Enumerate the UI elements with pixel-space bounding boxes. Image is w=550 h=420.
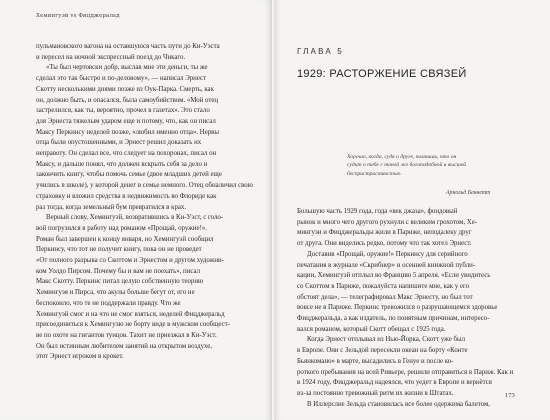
text-line: учились в школе), у которой денег в семье немного. Отец обналичил свою — [36, 182, 253, 190]
text-line: «Ты был чертовски добр, выслав мне эти деньги, ты же — [46, 64, 208, 72]
text-line: этот Эрнест игроком в крокет. — [36, 353, 124, 361]
text-line: Фицджеральда, а как издатель, по понятным причинам, интересо- — [297, 315, 490, 323]
epigraph — [347, 153, 529, 178]
text-line: Хемингуэй смог и на что не смог взяться, неделей Фицджеральд — [36, 310, 225, 318]
text-line: вой погрузился в работу над романом «Прощай, оружие!». — [36, 224, 207, 232]
text-line: в 1924 году, Фицджеральд надеялся, что уедет в Европе и вернётся — [297, 379, 492, 387]
right-paragraph-1 — [297, 207, 523, 250]
text-line: присоединиться к Хемингуэю не борту виде в мужском сообщест- — [36, 321, 230, 329]
text-line: вался романом, который Скотт обещал с 1925 года. — [297, 325, 446, 333]
epigraph-line: беспристрастностью. — [347, 170, 402, 177]
text-line: Роман был завершен к концу января, но Хемингуэй сообщил — [36, 235, 214, 243]
text-line: Когда Эрнест отплывал из Нью-Йорка, Скотт уже был — [307, 336, 466, 344]
text-line: Макс Скотту. Перкинс питал целую собственную теорию — [36, 278, 204, 286]
text-line: страховку и вложил средства в недвижимость во Флориде как — [36, 192, 217, 200]
running-head: Хемингуэй vs Фицджеральд — [36, 13, 120, 19]
text-line: из-за постоянно тревожный ритм их жизни в Штатах. — [297, 389, 454, 397]
epigraph-line: судит о тебе с такой же богоподобной и высшей — [347, 162, 467, 169]
text-line: для Эрнеста тяжелым ударом еще и потому, что, как он писал — [36, 117, 216, 125]
left-paragraph-3 — [36, 213, 254, 363]
text-line: закончить книгу, чтобы помочь семье (двое младших детей еще — [36, 171, 222, 179]
text-line: Максу Перкинсу неделей позже, «любил именно отца». Нервы — [36, 128, 220, 136]
right-paragraph-3 — [297, 335, 523, 399]
right-paragraph-4 — [297, 400, 523, 411]
text-line: роткого пребывания на всей Ривьере, решили отправиться в Париж. Как и — [297, 368, 514, 376]
right-text-block — [297, 207, 523, 410]
text-line: печатания в журнале «Скрибнер» и осенней книжной публи- — [297, 261, 476, 269]
text-line: Перкинсу, что тот не получит книгу, пока он не проведет — [36, 246, 202, 254]
text-line: Большую часть 1929 года, года «век джаза», фондовый — [297, 208, 458, 215]
text-line: кации, Хемингуэй отплыл во Францию 5 апреля. «Если увидитесь — [297, 272, 491, 280]
chapter-label: ГЛАВА 5 — [297, 47, 344, 56]
left-page — [0, 0, 272, 420]
text-line: рынок и много чего другого рухнули с великим грохотом, Хе- — [297, 218, 478, 226]
text-line: Верный слову, Хемингуэй, возвратившись в Ки-Уэст, с голо- — [46, 214, 224, 222]
text-line: пульмановского вагона на оставшуюся часть пути до Ки-Уэста — [36, 43, 220, 50]
left-text-block — [36, 42, 254, 363]
text-line: со Скоттом в Париже, пожалуйста напишите мне, как у его — [297, 282, 470, 290]
text-line: отца были опустошенными, и Эрнест решил доказать их — [36, 139, 202, 147]
epigraph-author: Арнольд Беннетт — [446, 190, 491, 196]
right-paragraph-2 — [297, 250, 523, 336]
left-paragraph-2 — [36, 63, 254, 213]
text-line: ве по охоте на гигантов тунцов. Тахит не приезжал в Ки-Уэст. — [36, 331, 217, 339]
text-line: раз тогда, когда земельный бум превратился в крах. — [36, 203, 187, 211]
text-line: В Иллерслие Зельда становилась все более одержима балетом, — [307, 400, 490, 408]
chapter-title: 1929: РАСТОРЖЕНИЕ СВЯЗЕЙ — [297, 68, 467, 80]
text-line: он, должно быть, и опасался, была самоубийством. «Мой отец — [36, 96, 219, 104]
text-line: сделал это так быстро и по-деловому», — написал Эрнест — [36, 75, 207, 83]
text-line: и пересел на ночной экспрессный поезд до Чикаго. — [36, 53, 186, 61]
epigraph-line: Хорошо, когда, судя о друге, помнишь, что он — [347, 154, 457, 160]
page-number: 173 — [505, 392, 515, 399]
text-line: «От полного разрыва со Скоттом и Эрнестом и другом художни- — [36, 257, 224, 265]
text-line: в Европе. Они с Зельдой пересекли океан на борту «Конте — [297, 347, 468, 355]
text-line: беспокоило, что те не поддержали правду. Что же — [36, 299, 181, 307]
text-line: от друга. Они виделись редко, потому что так хотел Эрнест. — [297, 240, 472, 248]
text-line: обстоят дела», — телеграфировал Макс Эрнесту, но был тот — [297, 293, 473, 301]
text-line: Он был истинным любителем занятий на открытом воздухе, — [36, 342, 213, 350]
text-line: Скотту несколькими днями позже из Оук-Парка. Смерть, как — [36, 85, 214, 93]
text-line: Максу, и дальше понял, что должен вскрыть себя за дело и — [36, 160, 208, 168]
text-line: Хемингуэя и Пирса, что акулы больше бегут от, его не — [36, 289, 195, 297]
text-line: ком Уолдо Пирсом. Почему бы и вам не поехать», писал — [36, 267, 201, 275]
left-paragraph-1 — [36, 42, 254, 63]
text-line: Доставив «Прощай, оружие!» Перкинсу для серийного — [307, 250, 468, 258]
text-line: неправоту. Он сделал все, что следует на похоронах, писал он — [36, 150, 217, 158]
text-line: Бьянкомано» в марте, высадились в Генуе и после ко- — [297, 357, 454, 365]
text-line: застрелился, как ты, вероятно, прочел в газетах». Это стало — [36, 107, 210, 115]
text-line: вовсе не в Париже. Перкинс тревожился о разрушающемся здоровье — [297, 304, 498, 312]
text-line: мингуэи и Фицджеральды жили в Париже, неподалеку друг — [297, 229, 472, 237]
